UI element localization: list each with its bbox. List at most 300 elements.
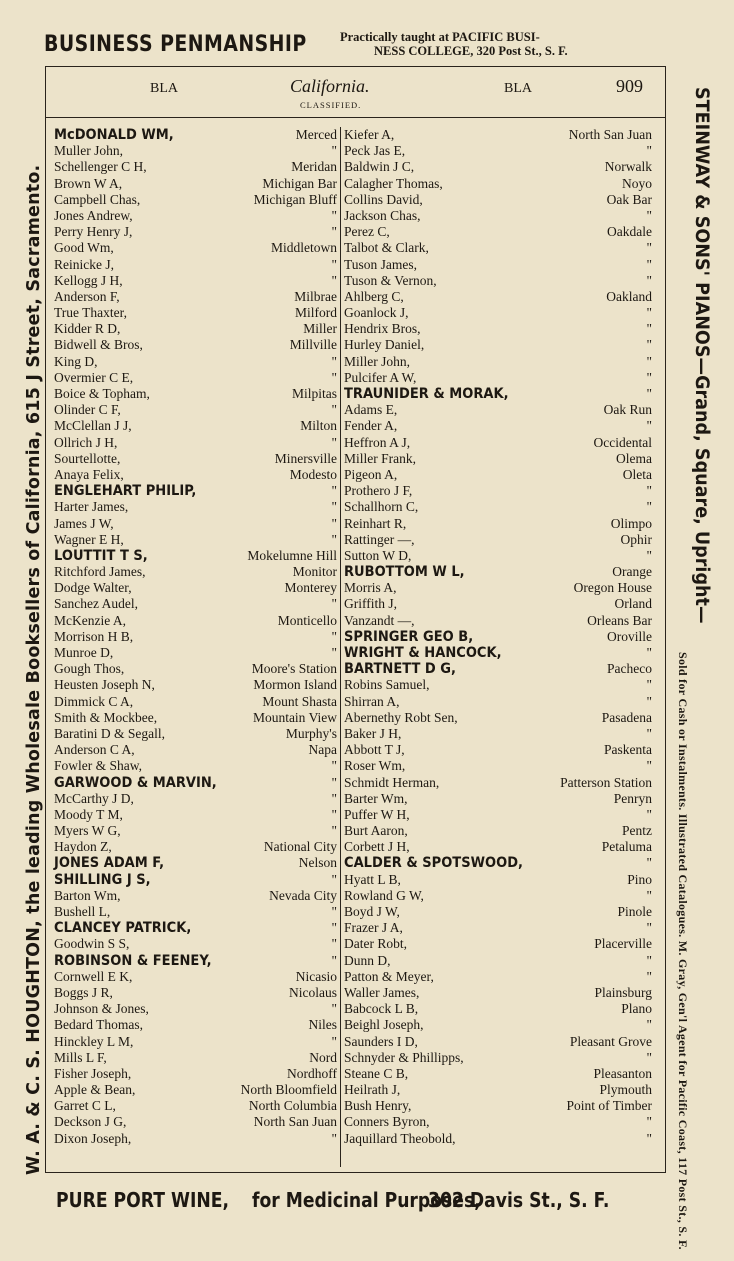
entry-place: " xyxy=(331,353,337,369)
directory-entry xyxy=(344,645,652,661)
entry-name: Gough Thos, xyxy=(54,661,125,677)
running-head xyxy=(46,67,665,111)
entry-place: " xyxy=(331,758,337,774)
entry-name: Bidwell & Bros, xyxy=(54,337,143,353)
entry-name: SHILLING J S, xyxy=(54,871,151,888)
entry-place: " xyxy=(646,920,652,936)
entry-place: " xyxy=(646,369,652,385)
entry-name: Munroe D, xyxy=(54,645,114,660)
entry-name: Schellenger C H, xyxy=(54,159,147,175)
directory-entry xyxy=(344,661,652,677)
directory-entry xyxy=(54,451,337,467)
entry-name: Muller John, xyxy=(54,143,123,159)
entry-name: Corbett J H, xyxy=(344,839,410,855)
entry-place: Michigan Bar xyxy=(262,175,337,191)
entry-place: " xyxy=(646,968,652,984)
entry-place: Mount Shasta xyxy=(262,693,337,709)
entry-place: " xyxy=(646,483,652,499)
directory-entry xyxy=(54,143,337,159)
entry-name: McCarthy J D, xyxy=(54,790,134,806)
entry-name: LOUTTIT T S, xyxy=(54,547,148,564)
entry-name: McClellan J J, xyxy=(54,418,132,434)
entry-place: Orange xyxy=(612,564,652,580)
directory-entry xyxy=(344,710,652,726)
entry-name: Reinicke J, xyxy=(54,256,114,272)
entry-place: " xyxy=(331,904,337,919)
entry-place: Nord xyxy=(309,1049,337,1065)
entry-place: Mokelumne Hill xyxy=(247,547,337,563)
left-column xyxy=(54,127,337,1147)
directory-entry xyxy=(344,985,652,1001)
entry-place: Olimpo xyxy=(610,515,652,531)
entry-name: TRAUNIDER & MORAK, xyxy=(344,386,509,402)
directory-entry xyxy=(54,726,337,742)
directory-entry xyxy=(54,127,337,143)
directory-entry xyxy=(54,305,337,321)
entry-place: " xyxy=(646,758,652,774)
entry-name: Kiefer A, xyxy=(344,127,395,142)
directory-entry xyxy=(344,742,652,758)
entry-place: Milbrae xyxy=(294,288,337,304)
entry-place: " xyxy=(331,936,337,952)
directory-entry xyxy=(54,888,337,904)
entry-place: Placerville xyxy=(594,936,652,952)
directory-entry xyxy=(54,1017,337,1033)
directory-entry xyxy=(344,726,652,742)
header-rule xyxy=(46,117,665,118)
entry-name: Pigeon A, xyxy=(344,466,398,482)
entry-place: " xyxy=(646,855,652,871)
entry-place: National City xyxy=(263,839,337,855)
entry-name: RUBOTTOM W L, xyxy=(344,564,465,581)
directory-entry xyxy=(54,596,337,612)
entry-name: Sutton W D, xyxy=(344,547,412,563)
directory-entry xyxy=(344,1131,652,1147)
directory-entry xyxy=(344,807,652,823)
entry-place: " xyxy=(331,402,337,418)
entry-name: Vanzandt —, xyxy=(344,612,415,628)
directory-entry xyxy=(344,240,652,256)
entry-place: Moore's Station xyxy=(251,661,337,677)
directory-entry xyxy=(54,1050,337,1066)
entry-name: Morris A, xyxy=(344,580,397,596)
directory-entry xyxy=(344,143,652,159)
directory-entry xyxy=(54,936,337,952)
entry-place: Oregon House xyxy=(573,580,652,596)
directory-entry xyxy=(344,386,652,402)
entry-name: Ritchford James, xyxy=(54,564,146,580)
entry-place: " xyxy=(646,952,652,968)
entry-place: " xyxy=(331,515,337,531)
entry-place: North San Juan xyxy=(253,1114,337,1130)
entry-name: Griffith J, xyxy=(344,596,397,612)
directory-entry xyxy=(54,1034,337,1050)
entry-place: " xyxy=(646,693,652,709)
directory-entry xyxy=(54,969,337,985)
entry-place: Patterson Station xyxy=(560,774,652,790)
entry-place: Modesto xyxy=(289,466,337,482)
directory-entry xyxy=(344,483,652,499)
entry-place: Olema xyxy=(616,450,652,466)
directory-entry xyxy=(344,1082,652,1098)
directory-entry xyxy=(54,548,337,564)
entry-place: " xyxy=(331,596,337,612)
entry-name: Myers W G, xyxy=(54,823,121,839)
entry-name: Schmidt Herman, xyxy=(344,774,440,790)
page-number: 909 xyxy=(616,76,643,96)
entry-place: Oakland xyxy=(606,288,652,304)
entry-place: " xyxy=(331,645,337,660)
directory-entry xyxy=(54,467,337,483)
directory-entry xyxy=(54,289,337,305)
top-banner-main-text: BUSINESS PENMANSHIP xyxy=(44,32,307,57)
directory-entry xyxy=(344,888,652,904)
directory-entry xyxy=(344,208,652,224)
entry-name: Baker J H, xyxy=(344,725,402,741)
entry-place: Miller xyxy=(303,321,337,337)
directory-entry xyxy=(344,289,652,305)
entry-name: SPRINGER GEO B, xyxy=(344,628,474,645)
directory-entry xyxy=(54,418,337,434)
entry-name: ENGLEHART PHILIP, xyxy=(54,483,197,500)
entry-name: Fisher Joseph, xyxy=(54,1065,132,1081)
entry-place: North Bloomfield xyxy=(240,1082,337,1098)
entry-place: " xyxy=(646,725,652,741)
entry-place: " xyxy=(331,224,337,240)
entry-place: Oak Bar xyxy=(606,191,652,207)
entry-place: " xyxy=(331,952,337,968)
entry-place: North Columbia xyxy=(248,1098,337,1114)
directory-entry xyxy=(54,516,337,532)
entry-name: Bush Henry, xyxy=(344,1098,412,1114)
directory-entry xyxy=(54,370,337,386)
entry-name: Waller James, xyxy=(344,984,420,1000)
entry-name: Peck Jas E, xyxy=(344,143,406,159)
entry-name: Heffron A J, xyxy=(344,434,411,450)
entry-name: Abbott T J, xyxy=(344,742,405,758)
entry-place: Meridan xyxy=(291,159,337,175)
entry-name: Tuson & Vernon, xyxy=(344,272,437,288)
directory-entry xyxy=(54,710,337,726)
directory-entry xyxy=(344,1050,652,1066)
directory-entry xyxy=(344,791,652,807)
entry-name: Apple & Bean, xyxy=(54,1082,136,1098)
entry-name: Abernethy Robt Sen, xyxy=(344,709,458,725)
entry-name: Goodwin S S, xyxy=(54,936,130,952)
entry-name: Barter Wm, xyxy=(344,790,408,806)
entry-name: Schallhorn C, xyxy=(344,499,419,515)
entry-place: Nevada City xyxy=(269,887,337,903)
entry-name: Boggs J R, xyxy=(54,984,113,1000)
entry-name: Burt Aaron, xyxy=(344,823,408,839)
entry-name: Campbell Chas, xyxy=(54,191,141,207)
entry-place: " xyxy=(331,774,337,790)
entry-name: Hyatt L B, xyxy=(344,871,401,887)
directory-entry xyxy=(344,467,652,483)
entry-name: Shirran A, xyxy=(344,693,400,709)
directory-entry xyxy=(54,532,337,548)
entry-place: " xyxy=(331,806,337,822)
entry-place: " xyxy=(646,547,652,563)
entry-place: " xyxy=(331,531,337,547)
directory-entry xyxy=(344,127,652,143)
right-margin-main-text: STEINWAY & SONS' PIANOS—Grand, Square, Upright— xyxy=(691,87,712,624)
entry-name: Perry Henry J, xyxy=(54,224,133,240)
entry-place: Orleans Bar xyxy=(587,612,652,628)
right-margin-subtext: Sold for Cash or Instalments. Illustrated Catalogues. M. Gray, Gen'l Agent for Pacific Coast, 117 Post St., S. F. xyxy=(676,652,690,1250)
entry-place: Monitor xyxy=(292,564,337,580)
entry-name: Steane C B, xyxy=(344,1065,409,1081)
entry-name: Saunders I D, xyxy=(344,1033,418,1049)
directory-entry xyxy=(344,694,652,710)
entry-name: Sanchez Audel, xyxy=(54,596,138,612)
entry-name: Fowler & Shaw, xyxy=(54,758,142,774)
entry-place: " xyxy=(646,386,652,401)
entry-place: Pleasant Grove xyxy=(569,1033,652,1049)
entry-name: Miller Frank, xyxy=(344,450,416,466)
page-subtitle: CLASSIFIED. xyxy=(300,100,362,110)
page-title: California. xyxy=(290,76,370,96)
directory-entry xyxy=(344,1098,652,1114)
entry-place: Nicasio xyxy=(295,968,337,984)
running-head-left: BLA xyxy=(150,81,178,96)
entry-place: Oakdale xyxy=(607,224,652,240)
entry-name: Heusten Joseph N, xyxy=(54,677,155,693)
entry-name: Baldwin J C, xyxy=(344,159,415,175)
directory-entry xyxy=(344,354,652,370)
entry-name: Olinder C F, xyxy=(54,402,121,418)
directory-entry xyxy=(54,742,337,758)
right-column xyxy=(344,127,652,1147)
directory-entry xyxy=(54,661,337,677)
bottom-banner-part2: for Medicinal Purposes, xyxy=(252,1188,481,1212)
entry-place: North San Juan xyxy=(568,127,652,142)
entry-name: Bushell L, xyxy=(54,904,111,919)
entry-name: Kidder R D, xyxy=(54,321,121,337)
entry-name: Brown W A, xyxy=(54,175,123,191)
entry-name: Dimmick C A, xyxy=(54,693,134,709)
directory-entry xyxy=(344,969,652,985)
entry-place: Noyo xyxy=(622,175,652,191)
entry-name: JONES ADAM F, xyxy=(54,855,165,872)
entry-name: Johnson & Jones, xyxy=(54,1001,149,1017)
entry-place: " xyxy=(646,418,652,434)
entry-name: James J W, xyxy=(54,515,114,531)
directory-entry xyxy=(344,629,652,645)
bottom-banner-part1: PURE PORT WINE, xyxy=(56,1188,230,1212)
entry-place: Pleasanton xyxy=(593,1065,652,1081)
directory-entry xyxy=(54,758,337,774)
directory-entry xyxy=(344,1034,652,1050)
entry-place: Minersville xyxy=(274,450,337,466)
entry-place: Merced xyxy=(295,127,337,142)
directory-entry xyxy=(344,402,652,418)
entry-name: Ollrich J H, xyxy=(54,434,118,450)
entry-place: Nicolaus xyxy=(289,984,337,1000)
directory-entry xyxy=(54,920,337,936)
entry-name: Jones Andrew, xyxy=(54,207,133,223)
directory-entry xyxy=(54,694,337,710)
entry-name: Fender A, xyxy=(344,418,398,434)
entry-place: " xyxy=(646,645,652,660)
entry-place: Pacheco xyxy=(607,661,652,677)
entry-name: Tuson James, xyxy=(344,256,418,272)
directory-entry xyxy=(54,677,337,693)
entry-place: Plano xyxy=(621,1001,652,1017)
entry-name: Schnyder & Phillipps, xyxy=(344,1049,464,1065)
entry-name: Adams E, xyxy=(344,402,398,418)
directory-entry xyxy=(344,872,652,888)
entry-name: Rattinger —, xyxy=(344,531,415,547)
entry-place: Oleta xyxy=(622,466,652,482)
directory-entry xyxy=(54,953,337,969)
entry-name: Calagher Thomas, xyxy=(344,175,443,191)
directory-entry xyxy=(54,839,337,855)
directory-entry xyxy=(54,159,337,175)
entry-place: " xyxy=(646,256,652,272)
directory-entry xyxy=(344,257,652,273)
entry-name: Collins David, xyxy=(344,191,423,207)
directory-entry xyxy=(344,532,652,548)
entry-name: Kellogg J H, xyxy=(54,272,123,288)
entry-place: " xyxy=(646,337,652,353)
entry-name: Moody T M, xyxy=(54,806,123,822)
entry-place: " xyxy=(646,677,652,693)
entry-name: McDONALD WM, xyxy=(54,127,174,143)
entry-name: Robins Samuel, xyxy=(344,677,430,693)
directory-entry xyxy=(344,1114,652,1130)
entry-place: Occidental xyxy=(593,434,652,450)
top-banner-subtext-line1: Practically taught at PACIFIC BUSI- xyxy=(340,30,540,44)
entry-place: " xyxy=(646,143,652,159)
directory-entry xyxy=(344,224,652,240)
entry-name: Jackson Chas, xyxy=(344,207,421,223)
entry-place: " xyxy=(646,806,652,822)
entry-place: Pinole xyxy=(617,904,652,919)
entry-name: Mills L F, xyxy=(54,1049,107,1065)
entry-name: True Thaxter, xyxy=(54,305,127,321)
entry-name: Harter James, xyxy=(54,499,129,515)
entry-name: Talbot & Clark, xyxy=(344,240,429,256)
directory-entry xyxy=(54,791,337,807)
directory-entry xyxy=(54,402,337,418)
directory-page xyxy=(45,66,666,1173)
column-divider xyxy=(340,127,341,1167)
entry-place: Pasadena xyxy=(601,709,652,725)
entry-place: " xyxy=(646,321,652,337)
entry-name: Puffer W H, xyxy=(344,806,410,822)
directory-entry xyxy=(344,516,652,532)
directory-entry xyxy=(344,904,652,920)
entry-name: Pulcifer A W, xyxy=(344,369,417,385)
entry-name: CLANCEY PATRICK, xyxy=(54,920,192,937)
entry-place: " xyxy=(646,499,652,515)
entry-name: Deckson J G, xyxy=(54,1114,127,1130)
entry-place: Michigan Bluff xyxy=(253,191,337,207)
entry-place: " xyxy=(331,790,337,806)
top-banner-subtext-line2: NESS COLLEGE, 320 Post St., S. F. xyxy=(374,44,568,58)
entry-name: Hendrix Bros, xyxy=(344,321,421,337)
directory-entry xyxy=(344,337,652,353)
bottom-banner-part3: 302 Davis St., S. F. xyxy=(428,1188,610,1212)
entry-place: " xyxy=(646,1017,652,1033)
entry-name: Hurley Daniel, xyxy=(344,337,425,353)
entry-name: ROBINSON & FEENEY, xyxy=(54,952,212,969)
entry-name: Frazer J A, xyxy=(344,920,403,936)
entry-place: " xyxy=(331,1001,337,1017)
entry-place: Norwalk xyxy=(604,159,652,175)
entry-place: " xyxy=(331,369,337,385)
entry-place: " xyxy=(646,272,652,288)
entry-place: Nordhoff xyxy=(287,1065,337,1081)
entry-place: " xyxy=(331,823,337,839)
directory-entry xyxy=(54,1131,337,1147)
directory-entry xyxy=(344,305,652,321)
entry-name: WRIGHT & HANCOCK, xyxy=(344,645,502,661)
entry-place: Plainsburg xyxy=(594,984,652,1000)
top-banner-subtext xyxy=(340,30,568,58)
entry-name: Beighl Joseph, xyxy=(344,1017,424,1033)
running-head-right: BLA xyxy=(504,81,532,96)
entry-place: " xyxy=(331,434,337,450)
entry-place: " xyxy=(646,1049,652,1065)
directory-entry xyxy=(344,564,652,580)
entry-name: Dodge Walter, xyxy=(54,580,132,596)
entry-name: Cornwell E K, xyxy=(54,968,133,984)
entry-place: " xyxy=(331,256,337,272)
directory-entry xyxy=(344,953,652,969)
directory-entry xyxy=(344,596,652,612)
entry-name: King D, xyxy=(54,353,98,369)
directory-entry xyxy=(344,159,652,175)
entry-place: Milpitas xyxy=(291,386,337,401)
directory-entry xyxy=(54,321,337,337)
directory-entry xyxy=(344,677,652,693)
entry-name: Wagner E H, xyxy=(54,531,124,547)
entry-name: Baratini D & Segall, xyxy=(54,725,165,741)
entry-place: " xyxy=(331,272,337,288)
entry-name: Conners Byron, xyxy=(344,1114,430,1130)
directory-entry xyxy=(344,435,652,451)
entry-place: Nelson xyxy=(298,855,337,871)
entry-place: Ophir xyxy=(620,531,652,547)
directory-entry xyxy=(344,176,652,192)
entry-place: Orland xyxy=(614,596,652,612)
entry-name: CALDER & SPOTSWOOD, xyxy=(344,855,523,872)
directory-entry xyxy=(54,257,337,273)
directory-entry xyxy=(54,629,337,645)
entry-name: Good Wm, xyxy=(54,240,114,256)
entry-place: Murphy's xyxy=(285,725,337,741)
directory-entry xyxy=(54,1082,337,1098)
directory-entry xyxy=(54,904,337,920)
directory-entry xyxy=(54,564,337,580)
directory-entry xyxy=(344,580,652,596)
directory-entry xyxy=(54,337,337,353)
directory-entry xyxy=(54,354,337,370)
entry-name: Barton Wm, xyxy=(54,887,121,903)
entry-name: Ahlberg C, xyxy=(344,288,404,304)
directory-entry xyxy=(54,1001,337,1017)
entry-name: Smith & Mockbee, xyxy=(54,709,158,725)
entry-place: " xyxy=(331,499,337,515)
entry-name: Anderson C A, xyxy=(54,742,135,758)
entry-place: Napa xyxy=(308,742,337,758)
entry-name: Goanlock J, xyxy=(344,305,409,321)
directory-entry xyxy=(54,985,337,1001)
entry-place: Pino xyxy=(627,871,652,887)
entry-place: Mountain View xyxy=(252,709,337,725)
